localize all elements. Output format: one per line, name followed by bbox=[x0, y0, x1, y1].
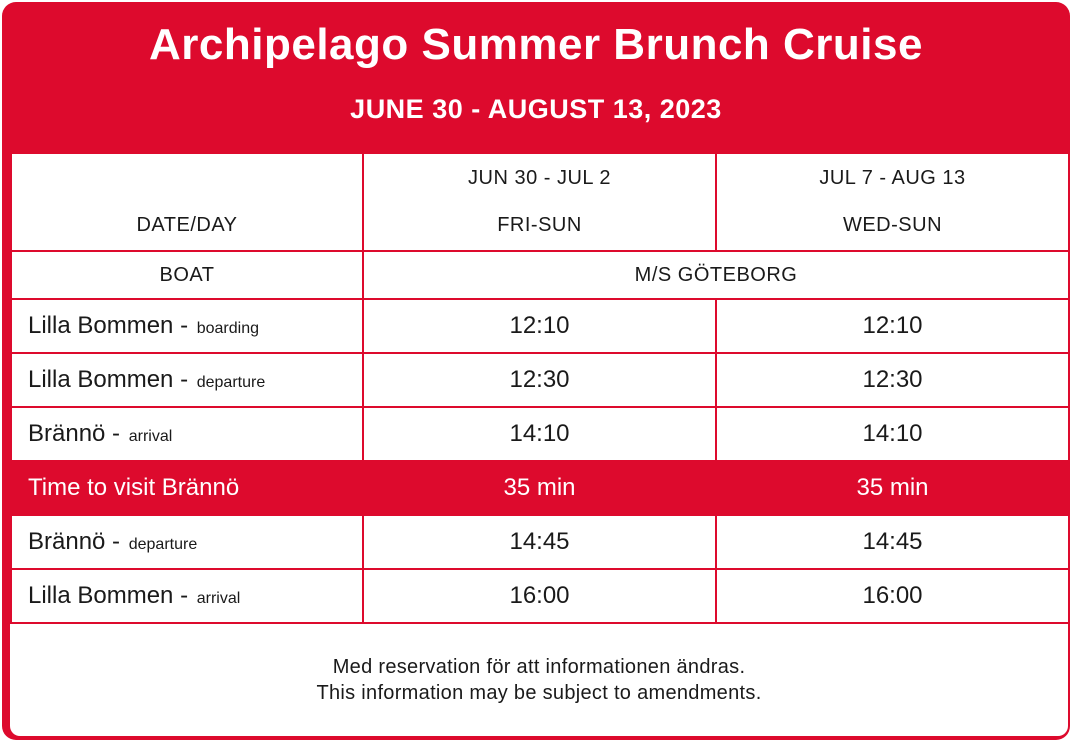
schedule-row bbox=[12, 354, 1068, 406]
time-cell: 16:00 bbox=[364, 570, 715, 622]
schedule-row bbox=[12, 516, 1068, 568]
stop-event: arrival bbox=[196, 590, 241, 607]
stop-place: Brännö - bbox=[28, 420, 121, 447]
period-2-header bbox=[717, 154, 1068, 250]
boat-label: BOAT bbox=[12, 252, 362, 298]
date-day-header bbox=[12, 154, 362, 250]
time-cell: 14:10 bbox=[364, 408, 715, 460]
schedule-row bbox=[12, 570, 1068, 622]
boat-name: M/S GÖTEBORG bbox=[364, 252, 1068, 298]
schedule-card bbox=[2, 2, 1070, 740]
stop-event: arrival bbox=[128, 428, 173, 445]
stop-event: departure bbox=[196, 374, 266, 391]
footer-note bbox=[10, 624, 1068, 736]
stop-label bbox=[12, 354, 362, 406]
time-cell: 14:10 bbox=[717, 408, 1068, 460]
schedule-row bbox=[12, 300, 1068, 352]
header-row-dates bbox=[12, 154, 1068, 250]
time-cell: 12:30 bbox=[364, 354, 715, 406]
stop-place: Time to visit Brännö bbox=[28, 474, 240, 501]
stop-event: boarding bbox=[196, 320, 260, 337]
time-cell: 14:45 bbox=[364, 516, 715, 568]
stop-place: Lilla Bommen - bbox=[28, 582, 189, 609]
page-title: Archipelago Summer Brunch Cruise bbox=[149, 20, 923, 69]
stop-label bbox=[12, 570, 362, 622]
time-cell: 16:00 bbox=[717, 570, 1068, 622]
stop-place: Brännö - bbox=[28, 528, 121, 555]
date-range-subtitle: JUNE 30 - AUGUST 13, 2023 bbox=[350, 94, 722, 124]
schedule-table bbox=[10, 152, 1070, 624]
stop-label bbox=[12, 300, 362, 352]
header-row-boat bbox=[12, 252, 1068, 298]
date-day-label: DATE/DAY bbox=[136, 214, 238, 236]
time-cell: 35 min bbox=[364, 462, 715, 514]
schedule-row bbox=[12, 462, 1068, 514]
time-cell: 12:10 bbox=[717, 300, 1068, 352]
stop-event: departure bbox=[128, 536, 198, 553]
stop-label bbox=[12, 462, 362, 514]
stop-label bbox=[12, 408, 362, 460]
period-1-dates: JUN 30 - JUL 2 bbox=[468, 167, 611, 189]
time-cell: 35 min bbox=[717, 462, 1068, 514]
period-2-days: WED-SUN bbox=[842, 214, 943, 236]
time-cell: 12:30 bbox=[717, 354, 1068, 406]
stop-place: Lilla Bommen - bbox=[28, 366, 189, 393]
footer-line-english: This information may be subject to amendments. bbox=[316, 682, 762, 704]
period-1-days: FRI-SUN bbox=[497, 214, 582, 236]
period-2-dates: JUL 7 - AUG 13 bbox=[819, 167, 966, 189]
time-cell: 14:45 bbox=[717, 516, 1068, 568]
stop-label bbox=[12, 516, 362, 568]
period-1-header bbox=[364, 154, 715, 250]
stop-place: Lilla Bommen - bbox=[28, 312, 189, 339]
footer-line-swedish: Med reservation för att informationen ändras. bbox=[332, 656, 746, 678]
time-cell: 12:10 bbox=[364, 300, 715, 352]
schedule-row bbox=[12, 408, 1068, 460]
